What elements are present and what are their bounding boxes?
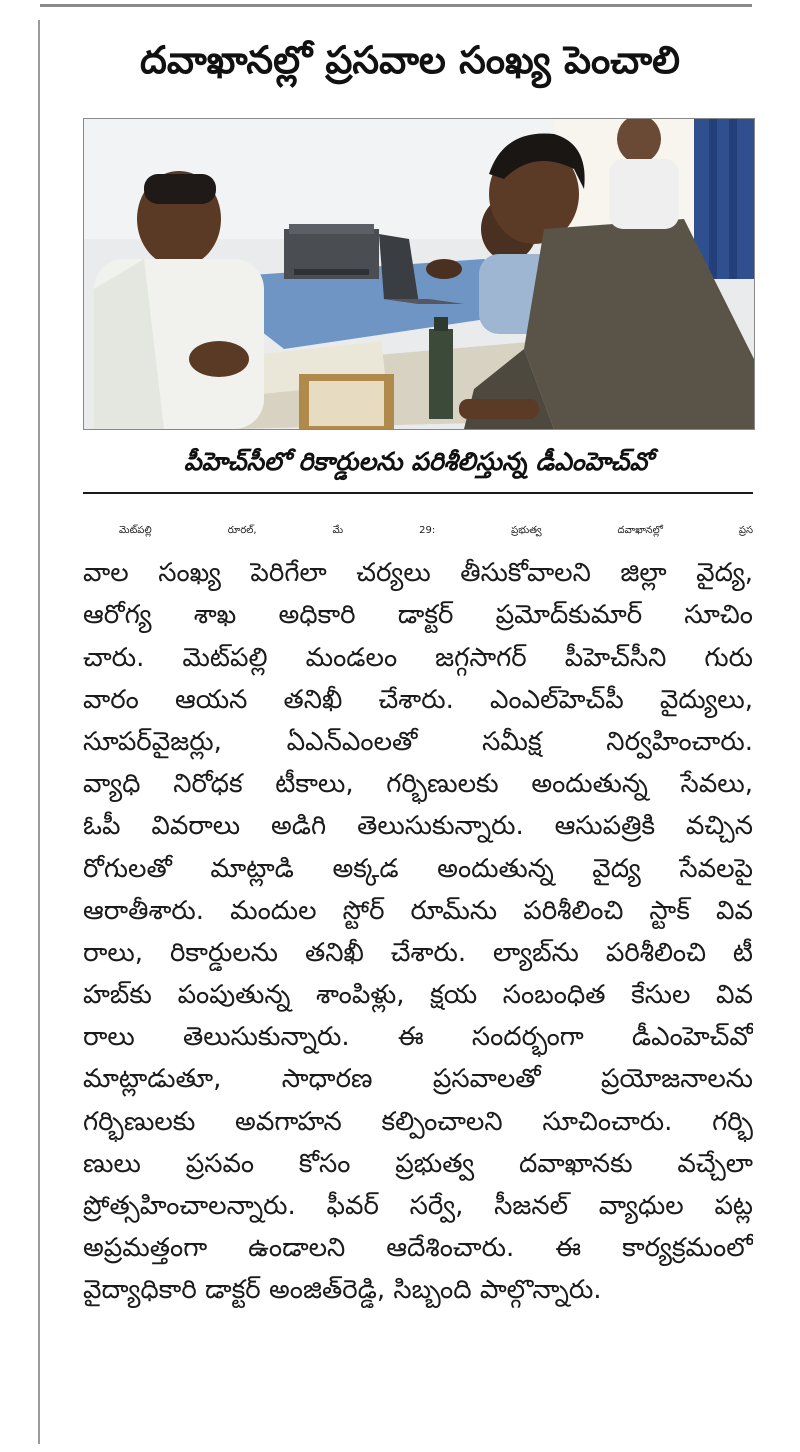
article-line: సూపర్‌వైజర్లు, ఏఎన్ఎంలతో సమీక్ష నిర్వహించారు. bbox=[83, 726, 753, 757]
photo-caption: పీహెచ్‌సీలో రికార్డులను పరిశీలిస్తున్న డీఎంహెచ్‌వో bbox=[183, 447, 653, 476]
article-line: ఓపీ వివరాలు అడిగి తెలుసుకున్నారు. ఆసుపత్రికి వచ్చిన bbox=[83, 811, 753, 842]
article-line: చారు. మెట్‌పల్లి మండలం జగ్గసాగర్ పీహెచ్‌సీని గురు bbox=[83, 642, 753, 673]
article-line: మెట్‌పల్లి రూరల్, మే 29: ప్రభుత్వ దవాఖానల్లో ప్రస bbox=[119, 525, 753, 536]
news-photo bbox=[83, 118, 755, 430]
article-line: గర్భిణులకు అవగాహన కల్పించాలని సూచించారు. గర్భి bbox=[83, 1106, 753, 1137]
caption-rule bbox=[83, 492, 753, 494]
news-photo-illustration bbox=[84, 119, 754, 429]
top-rule bbox=[40, 4, 752, 7]
article-line: రాలు తెలుసుకున్నారు. ఈ సందర్భంగా డీఎంహెచ్‌వో bbox=[83, 1022, 753, 1053]
article-line: అప్రమత్తంగా ఉండాలని ఆదేశించారు. ఈ కార్యక్రమంలో bbox=[83, 1233, 753, 1264]
article-line: ప్రోత్సహించాలన్నారు. ఫీవర్ సర్వే, సీజనల్ వ్యాధుల పట్ల bbox=[83, 1191, 753, 1221]
article-line: హబ్‌కు పంపుతున్న శాంపిళ్లు, క్షయ సంబంధిత కేసుల వివ bbox=[83, 980, 753, 1011]
column-rule bbox=[38, 20, 40, 1444]
article-line: రోగులతో మాట్లాడి అక్కడ అందుతున్న వైద్య సేవలపై bbox=[83, 853, 753, 884]
article-line: వైద్యాధికారి డాక్టర్ అంజిత్‌రెడ్డి, సిబ్బంది పాల్గొన్నారు. bbox=[83, 1275, 602, 1306]
article-line: వాల సంఖ్య పెరిగేలా చర్యలు తీసుకోవాలని జిల్లా వైద్య, bbox=[83, 558, 753, 589]
article-line: మాట్లాడుతూ, సాధారణ ప్రసవాలతో ప్రయోజనాలను bbox=[83, 1064, 753, 1095]
article-line: రాలు, రికార్డులను తనిఖీ చేశారు. ల్యాబ్‌ను పరిశీలించి టీ bbox=[83, 937, 753, 968]
article-line: వ్యాధి నిరోధక టీకాలు, గర్భిణులకు అందుతున్న సేవలు, bbox=[83, 769, 753, 800]
article-body bbox=[83, 510, 753, 1312]
article-line: వారం ఆయన తనిఖీ చేశారు. ఎంఎల్‌హెచ్‌పీ వైద్యులు, bbox=[83, 684, 753, 715]
article-line: ఆరాతీశారు. మందుల స్టోర్ రూమ్‌ను పరిశీలించి స్టాక్ వివ bbox=[83, 895, 753, 926]
headline: దవాఖానల్లో ప్రసవాల సంఖ్య పెంచాలి bbox=[140, 38, 680, 82]
article-line: ఆరోగ్య శాఖ అధికారి డాక్టర్ ప్రమోద్‌కుమార్ సూచిం bbox=[83, 600, 753, 631]
article-line: ణులు ప్రసవం కోసం ప్రభుత్వ దవాఖానకు వచ్చేలా bbox=[83, 1148, 753, 1179]
